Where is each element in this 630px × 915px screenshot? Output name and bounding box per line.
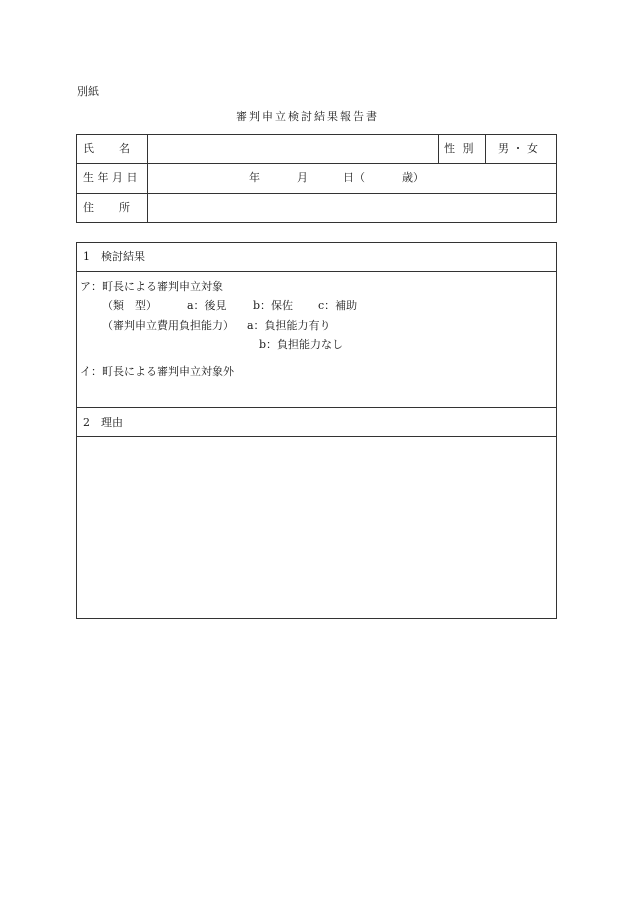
age-unit: 歳） bbox=[402, 171, 424, 184]
attachment-label: 別紙 bbox=[77, 85, 99, 98]
birth-day-unit: 日（ bbox=[343, 171, 365, 184]
birth-field[interactable] bbox=[149, 165, 553, 191]
gender-label: 性 別 bbox=[444, 142, 476, 155]
type-assistant[interactable]: c：補助 bbox=[318, 299, 358, 312]
cost-capable[interactable]: a：負担能力有り bbox=[247, 319, 331, 332]
reason-header: 2 理由 bbox=[83, 416, 123, 429]
type-curator[interactable]: b：保佐 bbox=[253, 299, 294, 312]
name-label: 氏 名 bbox=[83, 142, 131, 155]
cost-label: （審判申立費用負担能力） bbox=[102, 319, 234, 332]
address-label: 住 所 bbox=[83, 201, 131, 214]
name-field[interactable] bbox=[149, 136, 435, 162]
reason-field[interactable] bbox=[79, 440, 554, 616]
birth-month-unit: 月 bbox=[297, 171, 308, 184]
option-i-label[interactable]: イ：町長による審判申立対象外 bbox=[80, 365, 234, 378]
type-label: （類 型） bbox=[102, 299, 157, 312]
type-guardian[interactable]: a：後見 bbox=[187, 299, 227, 312]
cost-incapable[interactable]: b：負担能力なし bbox=[259, 338, 344, 351]
birth-label: 生 年 月 日 bbox=[83, 171, 138, 184]
document-title: 審判申立検討結果報告書 bbox=[236, 110, 379, 123]
gender-options[interactable]: 男 ・ 女 bbox=[498, 142, 538, 155]
birth-year-unit: 年 bbox=[249, 171, 260, 184]
result-header: 1 検討結果 bbox=[83, 250, 145, 263]
option-a-label[interactable]: ア：町長による審判申立対象 bbox=[80, 280, 223, 293]
address-field[interactable] bbox=[149, 194, 553, 220]
